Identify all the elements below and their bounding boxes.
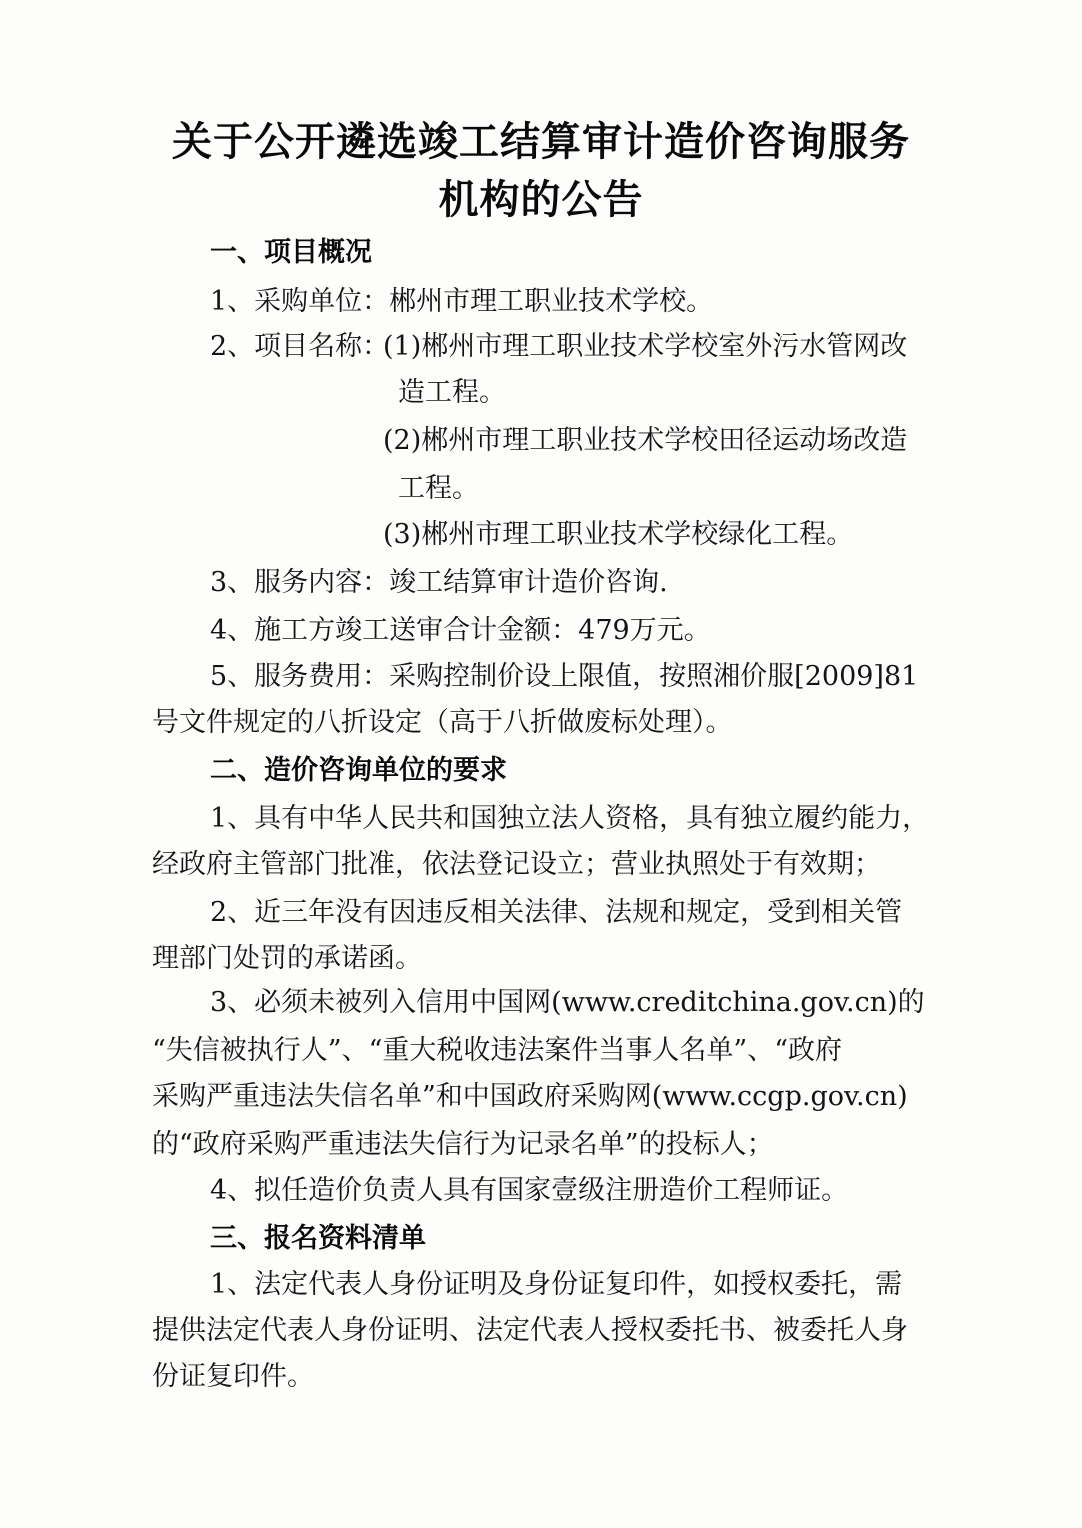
- project-name-2-line-2: 工程。: [398, 473, 479, 504]
- project-name-2-line-1: (2)郴州市理工职业技术学校田径运动场改造: [383, 425, 908, 456]
- project-name-1-line-1: (1)郴州市理工职业技术学校室外污水管网改: [383, 331, 908, 362]
- item-total-amount: 4、施工方竣工送审合计金额：479万元。: [210, 615, 711, 646]
- document-1-line-3: 份证复印件。: [152, 1361, 314, 1392]
- requirement-1-line-1: 1、具有中华人民共和国独立法人资格，具有独立履约能力，: [210, 803, 930, 834]
- requirement-4: 4、拟任造价负责人具有国家壹级注册造价工程师证。: [210, 1175, 849, 1206]
- section-heading-project-overview: 一、项目概况: [210, 237, 372, 268]
- item-service-content: 3、服务内容：竣工结算审计造价咨询.: [210, 567, 668, 598]
- document-title-line-2: 机构的公告: [438, 177, 644, 223]
- section-heading-requirements: 二、造价咨询单位的要求: [210, 755, 507, 786]
- section-heading-registration-documents: 三、报名资料清单: [210, 1223, 426, 1254]
- requirement-3-line-4: 的“政府采购严重违法失信行为记录名单”的投标人；: [152, 1129, 774, 1160]
- requirement-3-line-2: “失信被执行人”、“重大税收违法案件当事人名单”、“政府: [152, 1035, 843, 1066]
- document-1-line-1: 1、法定代表人身份证明及身份证复印件，如授权委托，需: [210, 1269, 903, 1300]
- requirement-1-line-2: 经政府主管部门批准，依法登记设立；营业执照处于有效期；: [152, 849, 881, 880]
- item-purchasing-unit: 1、采购单位：郴州市理工职业技术学校。: [210, 286, 714, 317]
- document-1-line-2: 提供法定代表人身份证明、法定代表人授权委托书、被委托人身: [152, 1315, 908, 1346]
- document-title-line-1: 关于公开遴选竣工结算审计造价咨询服务: [172, 119, 910, 165]
- requirement-2-line-1: 2、近三年没有因违反相关法律、法规和规定，受到相关管: [210, 897, 903, 928]
- requirement-3-line-1: 3、必须未被列入信用中国网(www.creditchina.gov.cn)的: [210, 987, 925, 1018]
- project-name-1-line-2: 造工程。: [398, 377, 506, 408]
- item-project-name-label: 2、项目名称：: [210, 331, 390, 362]
- project-name-3: (3)郴州市理工职业技术学校绿化工程。: [383, 519, 854, 550]
- item-service-fee-line-1: 5、服务费用：采购控制价设上限值，按照湘价服[2009]81: [210, 661, 919, 692]
- item-service-fee-line-2: 号文件规定的八折设定（高于八折做废标处理）。: [152, 707, 733, 738]
- requirement-2-line-2: 理部门处罚的承诺函。: [152, 943, 422, 974]
- requirement-3-line-3: 采购严重违法失信名单”和中国政府采购网(www.ccgp.gov.cn): [152, 1081, 908, 1112]
